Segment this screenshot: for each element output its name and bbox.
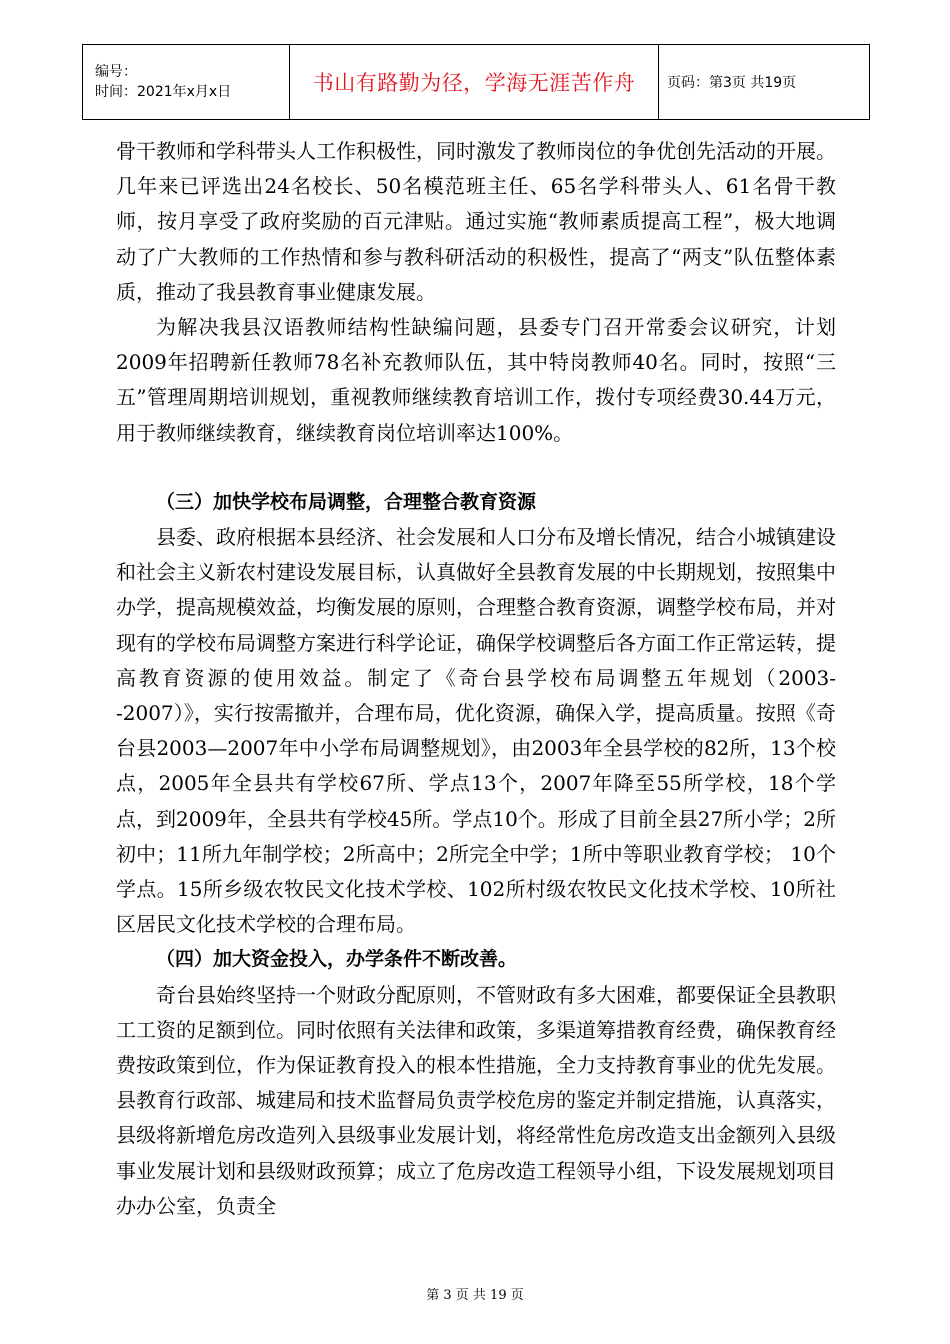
header-page-label: 页码：第3页 共19页 — [659, 45, 870, 120]
section-heading: （四）加大资金投入，办学条件不断改善。 — [156, 948, 518, 971]
number-label: 编号： — [95, 64, 137, 80]
header-motto: 书山有路勤为径，学海无涯苦作舟 — [290, 45, 659, 120]
header-meta-cell — [83, 45, 290, 120]
time-label: 时间：2021年x月x日 — [95, 84, 232, 100]
header-table — [82, 44, 870, 120]
paragraph: 县委、政府根据本县经济、社会发展和人口分布及增长情况，结合小城镇建设和社会主义新农村建设发展目标，认真做好全县教育发展的中长期规划，按照集中办学，提高规模效益，均衡发展的原则，合理整合教育资源，调整学校布局，并对现有的学校布局调整方案进行科学论证，确保学校调整后各方面工作正常运转，提高教育资源的使用效益。制定了《奇台县学校布局调整五年规划（2003--2007）》，实行按需撤并，合理布局，优化资源，确保入学，提高质量。按照《奇台县2003—2007年中小学布局调整规划》，由2003年全县学校的82所，13个校点，2005年全县共有学校67所、学点13个，2007年降至55所学校，18个学点，到2009年，全县共有学校45所。学点10个。形成了目前全县27所小学；2所初中；11所九年制学校；2所高中；2所完全中学；1所中等职业教育学校； 10个学点。15所乡级农牧民文化技术学校、102所村级农牧民文化技术学校、10所社区居民文化技术学校的合理布局。 — [116, 525, 836, 937]
document-body — [116, 134, 836, 1224]
paragraph: 为解决我县汉语教师结构性缺编问题，县委专门召开常委会议研究，计划2009年招聘新任教师78名补充教师队伍，其中特岗教师40名。同时，按照“三五”管理周期培训规划，重视教师继续教育培训工作，拨付专项经费30.44万元，用于教师继续教育，继续教育岗位培训率达100%。 — [116, 315, 836, 445]
page-footer: 第 3 页 共 19 页 — [426, 1288, 524, 1303]
spacer — [116, 451, 836, 485]
paragraph: 奇台县始终坚持一个财政分配原则，不管财政有多大困难，都要保证全县教职工工资的足额到位。同时依照有关法律和政策，多渠道筹措教育经费，确保教育经费按政策到位，作为保证教育投入的根本性措施，全力支持教育事业的优先发展。县教育行政部、城建局和技术监督局负责学校危房的鉴定并制定措施，认真落实，县级将新增危房改造列入县级事业发展计划，将经常性危房改造支出金额列入县级事业发展计划和县级财政预算；成立了危房改造工程领导小组，下设发展规划项目办办公室，负责全 — [116, 982, 836, 1218]
section-heading: （三）加快学校布局调整，合理整合教育资源 — [156, 490, 537, 513]
paragraph: 骨干教师和学科带头人工作积极性，同时激发了教师岗位的争优创先活动的开展。几年来已评选出24名校长、50名模范班主任、65名学科带头人、61名骨干教师，按月享受了政府奖励的百元津贴。通过实施“教师素质提高工程”，极大地调动了广大教师的工作热情和参与教科研活动的积极性，提高了“两支”队伍整体素质，推动了我县教育事业健康发展。 — [116, 139, 836, 304]
